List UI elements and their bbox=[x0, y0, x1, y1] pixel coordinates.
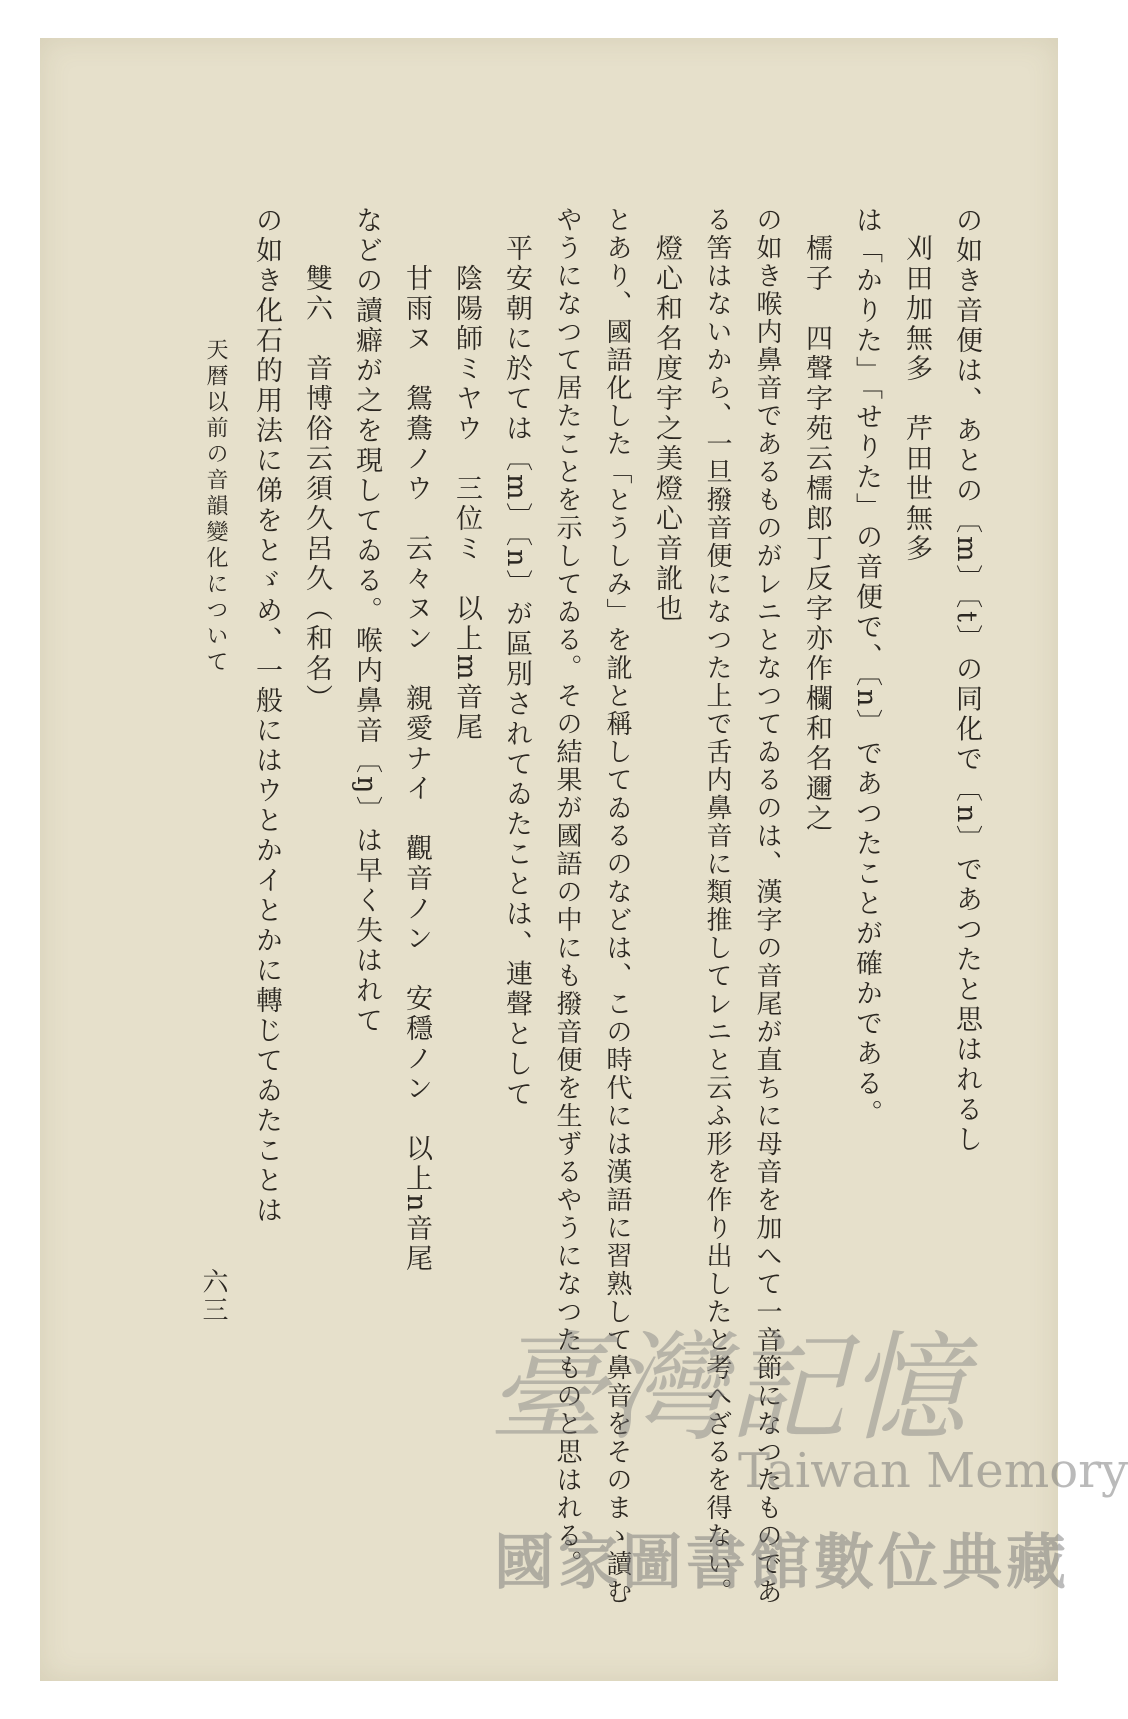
page-number: 六三 bbox=[198, 1268, 228, 1324]
text-column-14: 雙六 音博俗云須久呂久（和名） bbox=[301, 264, 332, 714]
taiwan-memory-watermark bbox=[488, 1293, 1128, 1633]
text-column-1: の如き音便は、あとの〔m〕〔t〕の同化で〔n〕であつたと思はれるし bbox=[951, 206, 982, 1156]
text-column-6: る筈はないから、一旦撥音便になつた上で舌内鼻音に類推してレニと云ふ形を作り出したと考へざるを得ない。 bbox=[702, 206, 732, 1606]
text-column-12: 甘雨ヌ 鴛鴦ノウ 云々ヌン 親愛ナイ 觀音ノン 安穩ノン 以上n音尾 bbox=[401, 264, 432, 1275]
watermark-english: Taiwan Memory bbox=[738, 1443, 1128, 1499]
text-column-5: の如き喉内鼻音であるものがレニとなつてゐるのは、漢字の音尾が直ちに母音を加へて一音節になつたものであ bbox=[752, 206, 782, 1606]
watermark-art-text: 臺灣記憶 bbox=[488, 1319, 969, 1457]
book-page bbox=[40, 38, 1128, 1681]
text-column-13: などの讀癖が之を現してゐる。喉内鼻音〔ŋ〕は早く失はれて bbox=[351, 206, 382, 1037]
text-column-9: やうになつて居たことを示してゐる。その結果が國語の中にも撥音便を生ずるやうになつたものと思はれる。 bbox=[552, 206, 582, 1578]
text-column-3: は「かりた」「せりた」の音便で、〔n〕であつたことが確かである。 bbox=[851, 206, 882, 1130]
text-column-15: の如き化石的用法に俤をとゞめ、一般にはウとかイとかに轉じてゐたことは bbox=[251, 206, 282, 1226]
text-column-4: 檽子 四聲字苑云檽郎丁反字亦作欄和名邇之 bbox=[801, 234, 832, 834]
watermark-chinese: 國家圖書館數位典藏 bbox=[494, 1528, 1070, 1598]
text-column-2: 刈田加無多 芹田世無多 bbox=[901, 234, 932, 564]
text-column-8: とあり、國語化した「とうしみ」を訛と稱してゐるのなどは、この時代には漢語に習熟して鼻音をそのまゝ讀む bbox=[602, 206, 632, 1606]
text-column-7: 燈心和名度宇之美燈心音訛也 bbox=[651, 234, 682, 624]
running-title: 天暦以前の音韻變化について bbox=[203, 338, 228, 676]
text-column-11: 陰陽師ミヤウ 三位ミ 以上m音尾 bbox=[451, 264, 482, 743]
text-column-10: 平安朝に於ては〔m〕〔n〕が區別されてゐたことは、連聲として bbox=[501, 234, 532, 1110]
